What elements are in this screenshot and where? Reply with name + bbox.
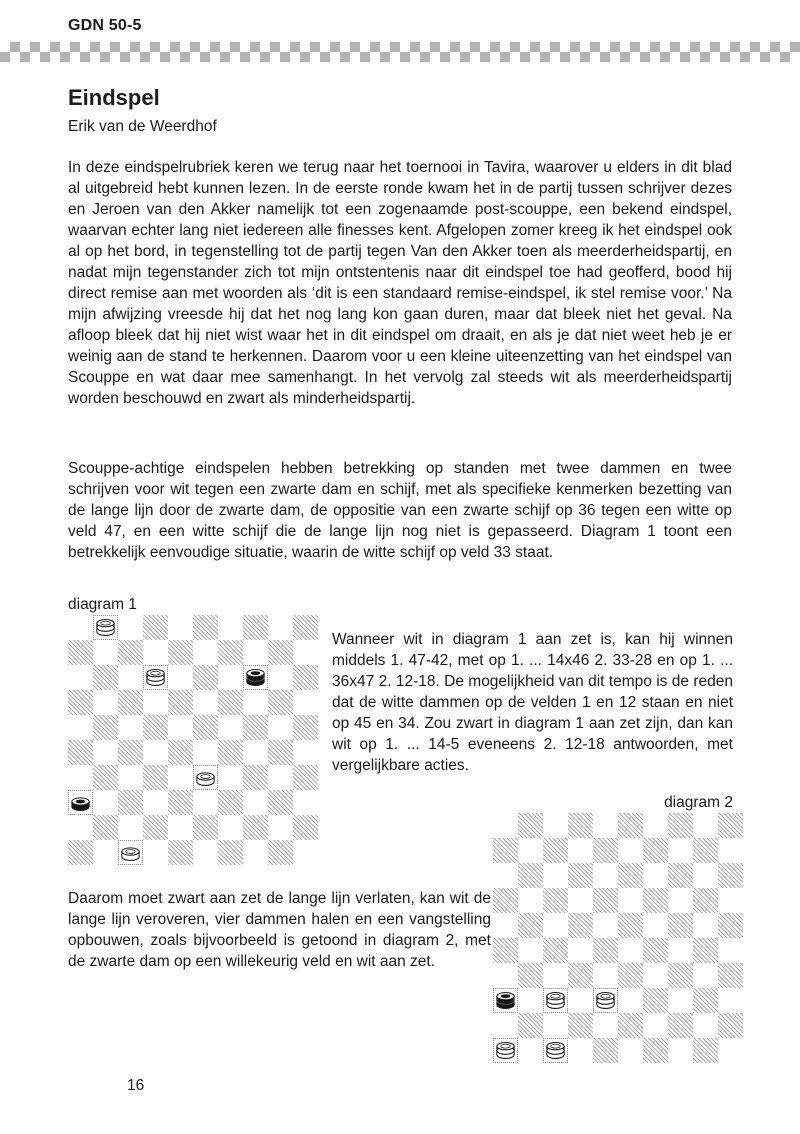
board-square (493, 1013, 518, 1038)
board-square (118, 740, 143, 765)
white-man-on-field-47 (118, 840, 143, 865)
board-square (593, 863, 618, 888)
board-square (168, 740, 193, 765)
board-square (693, 913, 718, 938)
white-king-on-field-38 (593, 988, 618, 1013)
draughts-board-diagram-2 (493, 813, 743, 1063)
board-square (93, 840, 118, 865)
board-square (218, 690, 243, 715)
board-square (568, 988, 593, 1013)
board-square (68, 815, 93, 840)
board-square (243, 765, 268, 790)
board-square (618, 988, 643, 1013)
board-square (243, 740, 268, 765)
board-square (618, 1038, 643, 1063)
white-man-piece (194, 765, 217, 789)
board-square (93, 640, 118, 665)
article-author: Erik van de Weerdhof (68, 118, 217, 135)
board-square (568, 963, 593, 988)
black-king-piece (494, 988, 517, 1012)
board-square (93, 690, 118, 715)
board-square (218, 640, 243, 665)
board-square (493, 863, 518, 888)
black-king-on-field-36 (493, 988, 518, 1013)
board-square (493, 813, 518, 838)
board-square (543, 838, 568, 863)
board-square (268, 665, 293, 690)
board-square (118, 615, 143, 640)
draughts-board-diagram-1 (68, 615, 318, 865)
board-square (243, 690, 268, 715)
board-square (568, 938, 593, 963)
board-square (518, 988, 543, 1013)
board-square (268, 815, 293, 840)
board-square (518, 913, 543, 938)
white-king-on-field-37 (543, 988, 568, 1013)
paragraph-diagram-2-analysis: Daarom moet zwart aan zet de lange lijn verlaten, kan wit de lange lijn veroveren, vier dammen halen en een vangstelling opbouwen, zoals bijvoorbeeld is getoond in diagram 2, met de zwarte dam op een willekeurig veld en wit aan zet. (68, 890, 491, 970)
board-square (568, 888, 593, 913)
board-square (643, 813, 668, 838)
board-square (168, 715, 193, 740)
board-square (93, 740, 118, 765)
board-square (68, 840, 93, 865)
board-square (143, 640, 168, 665)
board-square (593, 1038, 618, 1063)
board-square (293, 790, 318, 815)
board-square (593, 888, 618, 913)
board-square (293, 840, 318, 865)
board-square (218, 790, 243, 815)
board-square (293, 690, 318, 715)
board-square (168, 790, 193, 815)
board-square (593, 838, 618, 863)
board-square (168, 640, 193, 665)
board-square (568, 1038, 593, 1063)
black-king-piece (244, 665, 267, 689)
white-king-piece (144, 665, 167, 689)
board-square (618, 813, 643, 838)
board-square (493, 913, 518, 938)
board-square (118, 765, 143, 790)
board-square (168, 665, 193, 690)
board-square (168, 615, 193, 640)
board-square (668, 863, 693, 888)
board-square (543, 863, 568, 888)
board-square (693, 813, 718, 838)
board-square (143, 840, 168, 865)
white-king-piece (544, 988, 567, 1012)
board-square (293, 765, 318, 790)
white-king-piece (94, 615, 117, 639)
board-square (243, 640, 268, 665)
board-square (718, 963, 743, 988)
board-square (568, 1013, 593, 1038)
board-square (118, 790, 143, 815)
board-square (618, 838, 643, 863)
board-square (643, 1038, 668, 1063)
board-square (268, 615, 293, 640)
board-square (68, 640, 93, 665)
board-square (518, 838, 543, 863)
board-square (268, 790, 293, 815)
board-square (593, 1013, 618, 1038)
board-square (293, 615, 318, 640)
board-square (693, 863, 718, 888)
board-square (118, 815, 143, 840)
white-king-on-field-47 (543, 1038, 568, 1063)
white-man-piece (119, 840, 142, 864)
board-square (68, 690, 93, 715)
board-square (693, 888, 718, 913)
board-square (143, 740, 168, 765)
board-square (718, 838, 743, 863)
board-square (518, 1013, 543, 1038)
board-square (693, 1038, 718, 1063)
board-square (193, 740, 218, 765)
board-square (218, 740, 243, 765)
black-king-on-field-14 (243, 665, 268, 690)
white-king-on-field-46 (493, 1038, 518, 1063)
board-square (193, 615, 218, 640)
board-square (143, 790, 168, 815)
white-king-piece (594, 988, 617, 1012)
board-square (143, 815, 168, 840)
paragraph-diagram-1-analysis: Wanneer wit in diagram 1 aan zet is, kan hij winnen middels 1. 47-42, met op 1. ... 14x46 2. 33-28 en op 1. ... 36x47 2. 12-18. De mogelijkheid van dit tempo is de reden dat de witte dammen op de velden 1 en 12 staan en niet op 45 en 34. Zou zwart in diagram 1 aan zet zijn, dan kan wit op 1. ... 14-5 eveneens 2. 12-18 antwoorden, met vergelijkbare acties. (332, 631, 733, 774)
board-square (643, 938, 668, 963)
board-square (243, 615, 268, 640)
board-square (643, 913, 668, 938)
board-square (118, 715, 143, 740)
board-square (143, 615, 168, 640)
board-square (293, 715, 318, 740)
board-square (68, 765, 93, 790)
board-square (543, 1013, 568, 1038)
board-square (593, 913, 618, 938)
page-number: 16 (127, 1077, 145, 1094)
board-square (518, 863, 543, 888)
board-square (718, 863, 743, 888)
board-square (593, 963, 618, 988)
board-square (243, 815, 268, 840)
board-square (718, 913, 743, 938)
board-square (543, 888, 568, 913)
board-square (143, 715, 168, 740)
issue-header: GDN 50-5 (68, 17, 142, 34)
board-square (668, 1013, 693, 1038)
board-square (193, 640, 218, 665)
board-square (68, 715, 93, 740)
board-square (193, 690, 218, 715)
board-square (293, 640, 318, 665)
board-square (543, 813, 568, 838)
board-square (643, 988, 668, 1013)
board-square (268, 740, 293, 765)
board-square (543, 913, 568, 938)
board-square (268, 715, 293, 740)
board-square (268, 640, 293, 665)
board-square (218, 840, 243, 865)
board-square (518, 963, 543, 988)
board-square (518, 938, 543, 963)
board-square (243, 790, 268, 815)
board-square (493, 888, 518, 913)
board-square (618, 863, 643, 888)
board-square (568, 863, 593, 888)
board-square (193, 815, 218, 840)
board-square (593, 813, 618, 838)
white-man-on-field-33 (193, 765, 218, 790)
board-square (568, 913, 593, 938)
board-square (693, 838, 718, 863)
board-square (718, 938, 743, 963)
white-king-on-field-12 (143, 665, 168, 690)
board-square (543, 963, 568, 988)
board-square (643, 888, 668, 913)
board-square (518, 1038, 543, 1063)
board-square (93, 765, 118, 790)
checkered-divider-band (0, 42, 800, 62)
board-square (693, 1013, 718, 1038)
paragraph-intro: In deze eindspelrubriek keren we terug naar het toernooi in Tavira, waarover u elders in dit blad al uitgebreid hebt kunnen lezen. In de eerste ronde kwam het in de partij tussen schrijver dezes en Jeroen van den Akker namelijk tot een zogenaamde post-scouppe, een bekend eindspel, waarvan echter lang niet iedereen alle finesses kent. Afgelopen zomer kreeg ik het eindspel ook al op het bord, in tegenstelling tot de partij tegen Van den Akker toen als meerderheidspartij, en nadat mijn tegenstander zich tot mijn ontstentenis naar dit eindspel toe had geofferd, bood hij direct remise aan met woorden als ‘dit is een standaard remise-eindspel, ik stel remise voor.’ Na mijn afwijzing vreesde hij dat het nog lang kon gaan duren, maar dat bleek niet het geval. Na afloop bleek dat hij niet wist waar het in dit eindspel om draait, en als je dat niet weet heb je er weinig aan de stand te herkennen. Daarom voor u een kleine uiteenzetting van het eindspel van Scouppe en wat daar mee samenhangt. In het vervolg zal steeds wit als meerderheidspartij worden beschouwd en zwart als minderheidspartij. (68, 159, 732, 407)
board-square (718, 813, 743, 838)
paragraph-scouppe-definition: Scouppe-achtige eindspelen hebben betrekking op standen met twee dammen en twee schrijven voor wit tegen een zwarte dam en schijf, met als specifieke kenmerken bezetting van de lange lijn door de zwarte dam, de oppositie van een zwarte schijf op 36 tegen een witte op veld 47, en een witte schijf die de lange lijn nog niet is gepasseerd. Diagram 1 toont een betrekkelijk eenvoudige situatie, waarin de witte schijf op veld 33 staat. (68, 460, 732, 561)
board-square (93, 790, 118, 815)
board-square (293, 665, 318, 690)
board-square (668, 913, 693, 938)
board-square (718, 1013, 743, 1038)
board-square (68, 665, 93, 690)
board-square (693, 988, 718, 1013)
board-square (693, 963, 718, 988)
white-king-piece (494, 1038, 517, 1062)
board-square (168, 765, 193, 790)
board-square (543, 938, 568, 963)
white-king-on-field-1 (93, 615, 118, 640)
board-square (718, 888, 743, 913)
board-square (618, 888, 643, 913)
board-square (618, 963, 643, 988)
board-square (93, 815, 118, 840)
board-square (218, 615, 243, 640)
board-square (68, 615, 93, 640)
board-square (493, 963, 518, 988)
board-square (693, 938, 718, 963)
board-square (168, 815, 193, 840)
board-square (618, 913, 643, 938)
board-square (293, 740, 318, 765)
board-square (218, 765, 243, 790)
board-square (193, 840, 218, 865)
board-square (143, 765, 168, 790)
board-square (668, 938, 693, 963)
board-square (568, 838, 593, 863)
board-square (243, 840, 268, 865)
board-square (718, 988, 743, 1013)
board-square (118, 640, 143, 665)
board-square (518, 813, 543, 838)
board-square (718, 1038, 743, 1063)
board-square (618, 938, 643, 963)
diagram-1-caption: diagram 1 (68, 596, 137, 613)
article-title: Eindspel (68, 85, 160, 110)
board-square (118, 690, 143, 715)
diagram-2-caption: diagram 2 (664, 794, 733, 811)
board-square (668, 963, 693, 988)
board-square (218, 815, 243, 840)
board-square (268, 765, 293, 790)
board-square (668, 888, 693, 913)
board-square (668, 838, 693, 863)
board-square (93, 665, 118, 690)
board-square (93, 715, 118, 740)
board-square (243, 715, 268, 740)
board-square (643, 963, 668, 988)
board-square (668, 1038, 693, 1063)
board-square (68, 740, 93, 765)
board-square (168, 690, 193, 715)
board-square (118, 665, 143, 690)
board-square (218, 715, 243, 740)
board-square (618, 1013, 643, 1038)
board-square (293, 815, 318, 840)
board-square (218, 665, 243, 690)
board-square (193, 790, 218, 815)
board-square (643, 1013, 668, 1038)
black-man-on-field-36 (68, 790, 93, 815)
board-square (668, 988, 693, 1013)
board-square (518, 888, 543, 913)
board-square (193, 665, 218, 690)
board-square (143, 690, 168, 715)
board-square (643, 838, 668, 863)
black-man-piece (69, 790, 92, 814)
board-square (568, 813, 593, 838)
board-square (268, 840, 293, 865)
board-square (493, 838, 518, 863)
board-square (193, 715, 218, 740)
board-square (493, 938, 518, 963)
white-king-piece (544, 1038, 567, 1062)
board-square (643, 863, 668, 888)
board-square (168, 840, 193, 865)
board-square (668, 813, 693, 838)
board-square (593, 938, 618, 963)
board-square (268, 690, 293, 715)
